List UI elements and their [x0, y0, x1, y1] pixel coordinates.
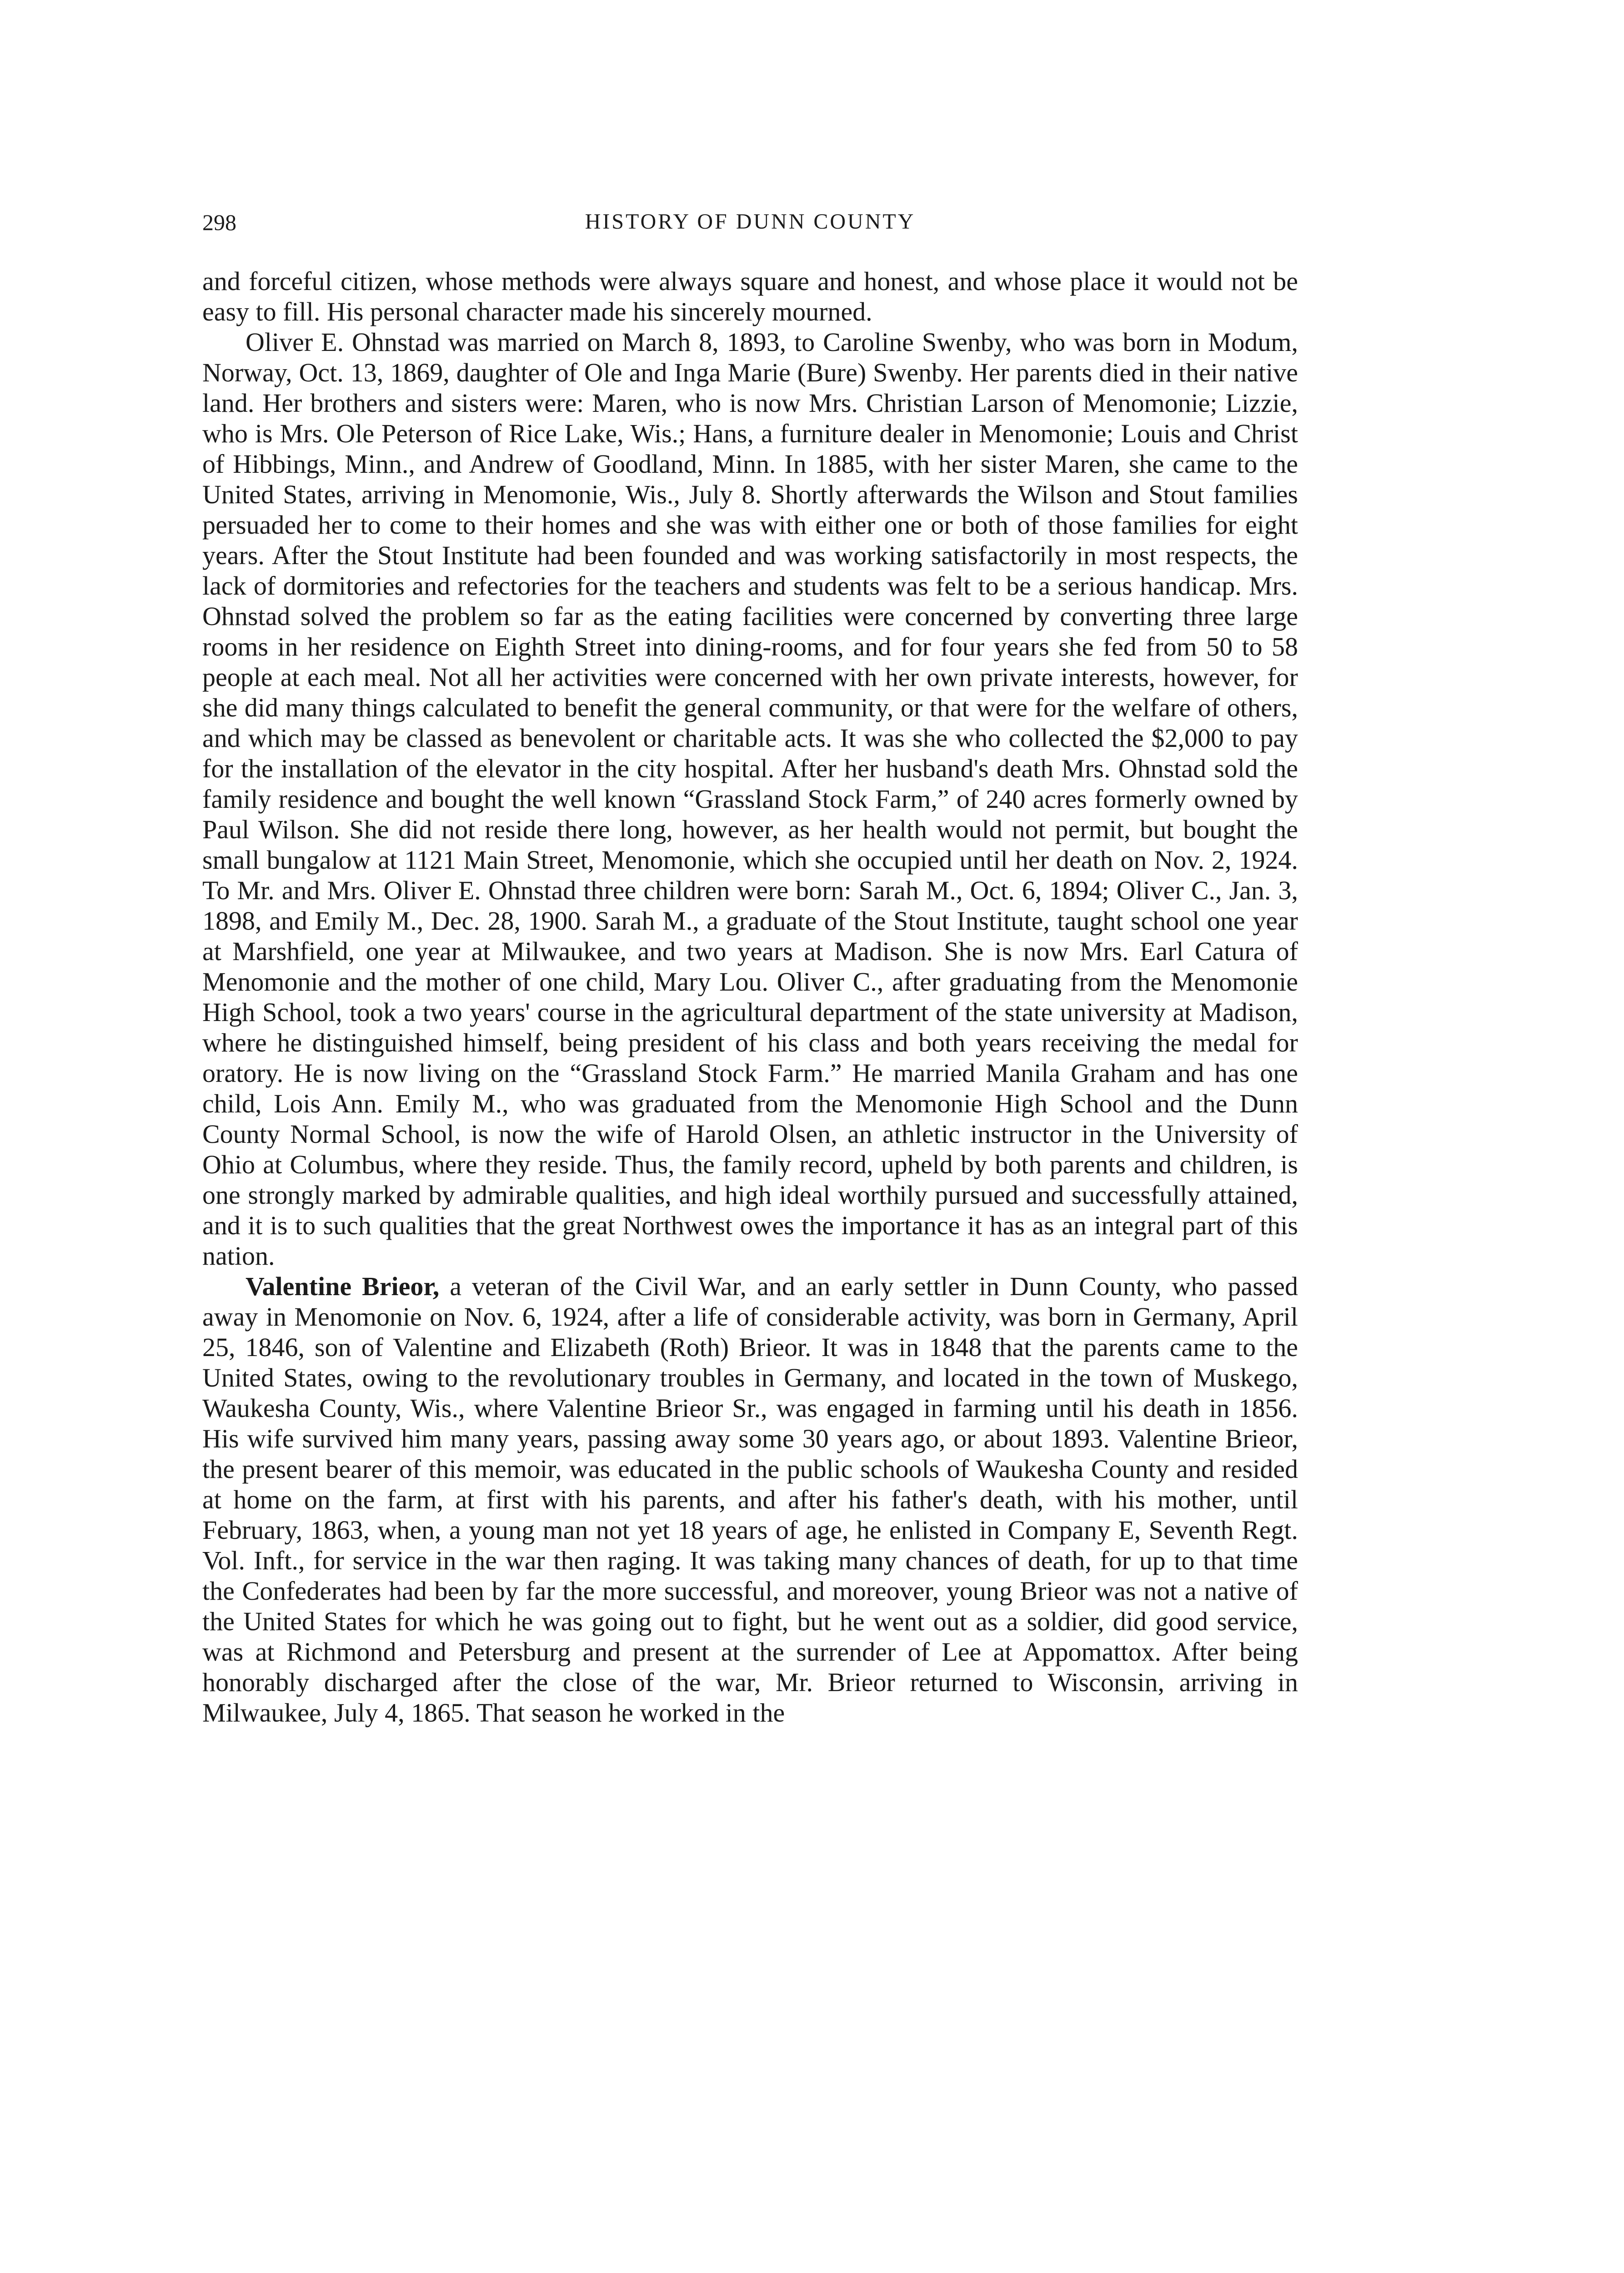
paragraph-text: and forceful citizen, whose methods were always square and honest, and whose place it would not be easy to fill. His personal character made his sincerely mourned. — [202, 266, 1298, 326]
paragraph-text: Oliver E. Ohnstad was married on March 8, 1893, to Caroline Swenby, who was born in Modum, Norway, Oct. 13, 1869, daughter of Ole and Inga Marie (Bure) Swenby. Her parents died in their native land. Her brothers and sisters were: Maren, who is now Mrs. Christian Larson of Menomonie; Lizzie, who is Mrs. Ole Peterson of Rice Lake, Wis.; Hans, a furniture dealer in Menomonie; Louis and Christ of Hibbings, Minn., and Andrew of Goodland, Minn. In 1885, with her sister Maren, she came to the United States, arriving in Menomonie, Wis., July 8. Shortly afterwards the Wilson and Stout families persuaded her to come to their homes and she was with either one or both of those families for eight years. After the Stout Institute had been founded and was working satisfactorily in most respects, the lack of dormitories and refectories for the teachers and students was felt to be a serious handicap. Mrs. Ohnstad solved the problem so far as the eating facilities were concerned by converting three large rooms in her residence on Eighth Street into dining-rooms, and for four years she fed from 50 to 58 people at each meal. Not all her activities were concerned with her own private interests, however, for she did many things calculated to benefit the general community, or that were for the welfare of others, and which may be classed as benevolent or charitable acts. It was she who collected the $2,000 to pay for the installation of the elevator in the city hospital. After her husband's death Mrs. Ohnstad sold the family residence and bought the well known “Grassland Stock Farm,” of 240 acres formerly owned by Paul Wilson. She did not reside there long, however, as her health would not permit, but bought the small bungalow at 1121 Main Street, Menomonie, which she occupied until her death on Nov. 2, 1924. To Mr. and Mrs. Oliver E. Ohnstad three children were born: Sarah M., Oct. 6, 1894; Oliver C., Jan. 3, 1898, and Emily M., Dec. 28, 1900. Sarah M., a graduate of the Stout Institute, taught school one year at Marshfield, one year at Milwaukee, and two years at Madison. She is now Mrs. Earl Catura of Menomonie and the mother of one child, Mary Lou. Oliver C., after graduating from the Menomonie High School, took a two years' course in the agricultural department of the state university at Madison, where he distinguished himself, being president of his class and both years receiving the medal for oratory. He is now living on the “Grassland Stock Farm.” He married Manila Graham and has one child, Lois Ann. Emily M., who was graduated from the Menomonie High School and the Dunn County Normal School, is now the wife of Harold Olsen, an athletic instructor in the University of Ohio at Columbus, where they reside. Thus, the family record, upheld by both parents and children, is one strongly marked by admirable qualities, and high ideal worthily pursued and successfully attained, and it is to such qualities that the great Northwest owes the importance it has as an integral part of this nation. — [202, 327, 1298, 1271]
page-header — [202, 209, 1298, 241]
paragraph — [202, 1271, 1298, 1728]
paragraph-text: a veteran of the Civil War, and an early settler in Dunn County, who passed away in Menomonie on Nov. 6, 1924, after a life of considerable activity, was born in Germany, April 25, 1846, son of Valentine and Elizabeth (Roth) Brieor. It was in 1848 that the parents came to the United States, owing to the revolutionary troubles in Germany, and located in the town of Muskego, Waukesha County, Wis., where Valentine Brieor Sr., was engaged in farming until his death in 1856. His wife survived him many years, passing away some 30 years ago, or about 1893. Valentine Brieor, the present bearer of this memoir, was educated in the public schools of Waukesha County and resided at home on the farm, at first with his parents, and after his father's death, with his mother, until February, 1863, when, a young man not yet 18 years of age, he enlisted in Company E, Seventh Regt. Vol. Inft., for service in the war then raging. It was taking many chances of death, for up to that time the Confederates had been by far the more successful, and moreover, young Brieor was not a native of the United States for which he was going out to fight, but he went out as a soldier, did good service, was at Richmond and Petersburg and present at the surrender of Lee at Appomattox. After being honorably discharged after the close of the war, Mr. Brieor returned to Wisconsin, arriving in Milwaukee, July 4, 1865. That season he worked in the — [202, 1272, 1298, 1727]
body-text — [202, 266, 1298, 1728]
paragraph — [202, 266, 1298, 327]
running-title: HISTORY OF DUNN COUNTY — [585, 210, 916, 234]
page-number: 298 — [202, 210, 236, 235]
paragraph — [202, 327, 1298, 1271]
biography-subject-name: Valentine Brieor, — [246, 1272, 440, 1301]
